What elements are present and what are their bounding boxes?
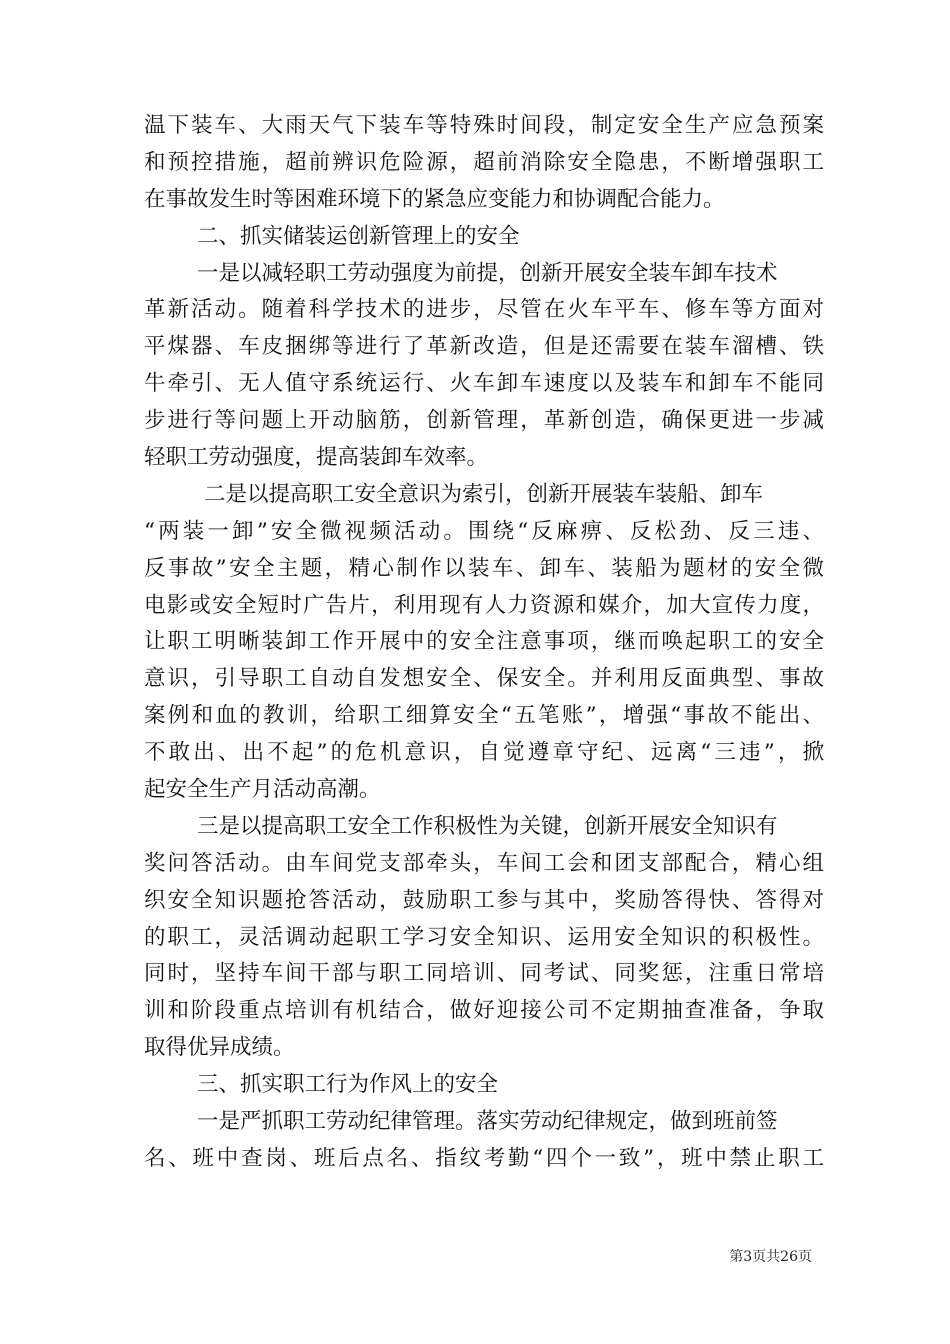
body-line: 轻职工劳动强度，提高装卸车效率。 (144, 445, 489, 471)
body-line: 和预控措施，超前辨识危险源，超前消除安全隐患，不断增强职工 (144, 149, 824, 175)
body-line: 在事故发生时等困难环境下的紧急应变能力和协调配合能力。 (144, 186, 725, 212)
body-line: “两装一卸”安全微视频活动。围绕“反麻痹、反松劲、反三违、 (144, 518, 824, 544)
body-line: 牛牵引、无人值守系统运行、火车卸车速度以及装车和卸车不能同 (144, 371, 824, 397)
body-line: 电影或安全短时广告片，利用现有人力资源和媒介，加大宣传力度， (144, 592, 824, 618)
body-line: 奖问答活动。由车间党支部牵头，车间工会和团支部配合，精心组 (144, 850, 824, 876)
body-line: 温下装车、大雨天气下装车等特殊时间段，制定安全生产应急预案 (144, 113, 824, 138)
body-line: 取得优异成绩。 (144, 1035, 295, 1061)
body-line: 训和阶段重点培训有机结合，做好迎接公司不定期抽查准备，争取 (144, 998, 824, 1024)
body-line: 平煤器、车皮捆绑等进行了革新改造，但是还需要在装车溜槽、铁 (144, 334, 824, 360)
body-line: 革新活动。随着科学技术的进步，尽管在火车平车、修车等方面对 (144, 297, 824, 323)
paragraph-first-line: 一是严抓职工劳动纪律管理。落实劳动纪律规定，做到班前签 (197, 1109, 778, 1135)
body-line: 步进行等问题上开动脑筋，创新管理，革新创造，确保更进一步减 (144, 408, 824, 434)
body-line: 的职工，灵活调动起职工学习安全知识、运用安全知识的积极性。 (144, 924, 824, 950)
section-heading: 三、抓实职工行为作风上的安全 (197, 1072, 499, 1098)
body-line: 反事故”安全主题，精心制作以装车、卸车、装船为题材的安全微 (144, 555, 824, 581)
paragraph-first-line: 三是以提高职工安全工作积极性为关键，创新开展安全知识有 (197, 813, 778, 839)
paragraph-first-line: 二是以提高职工安全意识为索引，创新开展装车装船、卸车 (204, 481, 764, 507)
body-line: 不敢出、出不起”的危机意识，自觉遵章守纪、远离“三违”，掀 (144, 740, 824, 766)
document-body (144, 108, 824, 1178)
body-line: 意识，引导职工自动自发想安全、保安全。并利用反面典型、事故 (144, 666, 824, 692)
body-line: 同时，坚持车间干部与职工同培训、同考试、同奖惩，注重日常培 (144, 961, 824, 987)
body-line: 织安全知识题抢答活动，鼓励职工参与其中，奖励答得快、答得对 (144, 887, 824, 913)
body-line: 让职工明晰装卸工作开展中的安全注意事项，继而唤起职工的安全 (144, 629, 824, 655)
page-footer (0, 1246, 950, 1266)
body-line: 起安全生产月活动高潮。 (144, 777, 381, 803)
page-number: 第3页共26页 (729, 1249, 812, 1265)
body-line: 名、班中查岗、班后点名、指纹考勤“四个一致”，班中禁止职工 (144, 1145, 824, 1171)
section-heading: 二、抓实储装运创新管理上的安全 (197, 223, 520, 249)
paragraph-first-line: 一是以减轻职工劳动强度为前提，创新开展安全装车卸车技术 (197, 260, 778, 286)
body-line: 案例和血的教训，给职工细算安全“五笔账”，增强“事故不能出、 (144, 703, 824, 729)
